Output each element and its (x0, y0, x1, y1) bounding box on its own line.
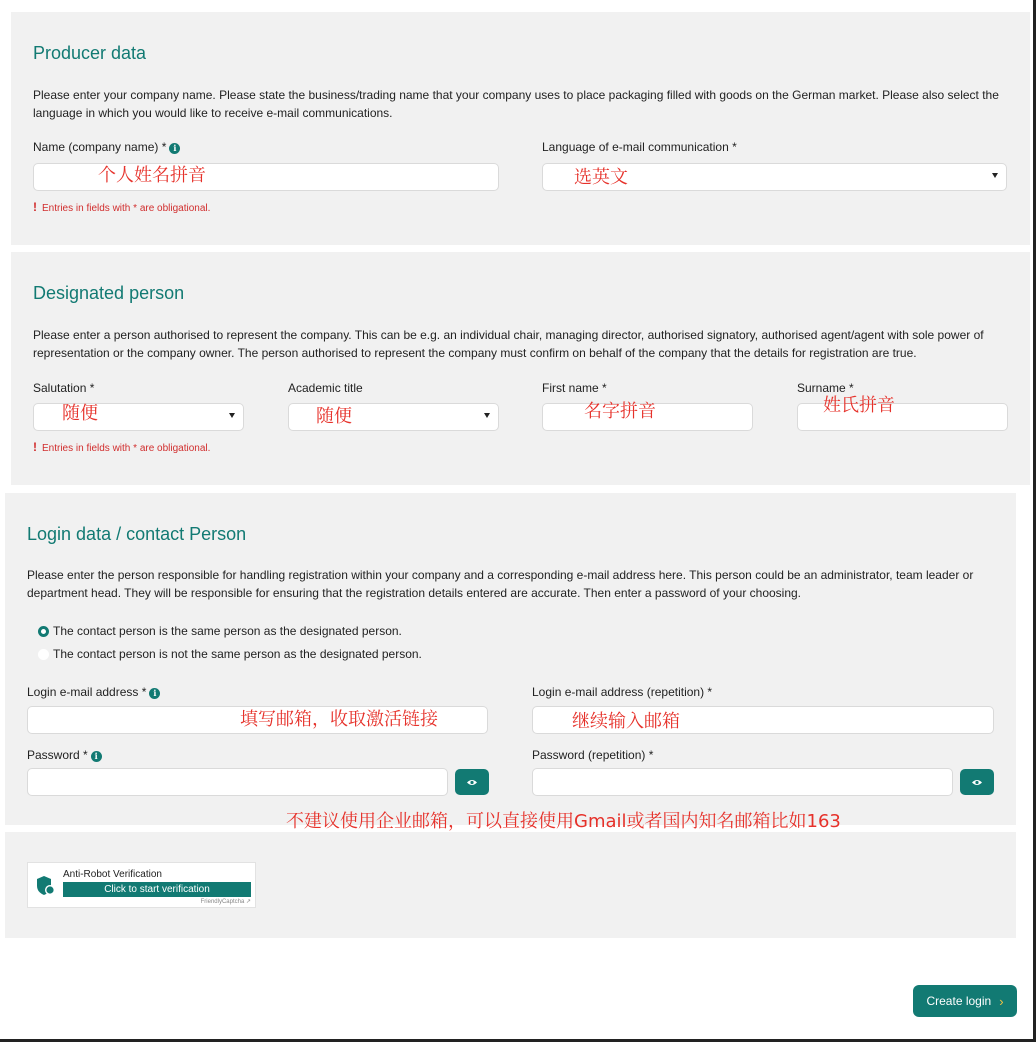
annotation-salutation: 随便 (62, 403, 98, 424)
designated-error: ! Entries in fields with * are obligational. (33, 440, 211, 454)
surname-label: Surname * (797, 381, 854, 395)
chevron-down-icon (229, 413, 235, 418)
password-repeat-input[interactable] (532, 768, 953, 796)
producer-heading: Producer data (33, 43, 147, 63)
captcha-widget (27, 862, 256, 908)
annotation-academic: 随便 (316, 406, 352, 427)
designated-section (11, 252, 1030, 485)
radio-button[interactable] (38, 649, 49, 660)
company-name-label: Name (company name) * i (33, 140, 180, 154)
annotation-email: 填写邮箱，收取激活链接 (240, 709, 438, 730)
annotation-email-advice: 不建议使用企业邮箱，可以直接使用Gmail或者国内知名邮箱比如163 (286, 811, 841, 832)
designated-description: Please enter a person authorised to represent the company. This can be e.g. an individual chair, managing director, authorised signatory, authorised agent/agent with sole power of representation or the company owner. The person authorised to represent the company must confirm on behalf of the company that the details for registration are true. (33, 328, 984, 360)
eye-icon (467, 779, 477, 786)
radio-same-person[interactable]: The contact person is the same person as the designated person. (38, 624, 402, 638)
academic-label: Academic title (288, 381, 363, 395)
show-password-button[interactable] (455, 769, 489, 795)
annotation-email-repeat: 继续输入邮箱 (572, 711, 680, 732)
login-section (5, 493, 1016, 825)
chevron-down-icon (992, 173, 998, 178)
radio-not-same-person[interactable]: The contact person is not the same person as the designated person. (38, 647, 422, 661)
start-verification-button[interactable]: Click to start verification (63, 882, 251, 897)
password-input[interactable] (27, 768, 448, 796)
show-password-repeat-button[interactable] (960, 769, 994, 795)
error-icon: ! (33, 440, 37, 454)
password-label: Password * i (27, 748, 102, 762)
annotation-surname: 姓氏拼音 (823, 395, 895, 416)
radio-button-checked[interactable] (38, 626, 49, 637)
shield-icon (36, 875, 56, 897)
info-icon[interactable]: i (149, 688, 160, 699)
annotation-company-name: 个人姓名拼音 (98, 165, 206, 186)
annotation-language: 选英文 (574, 167, 628, 188)
captcha-title: Anti-Robot Verification (63, 869, 162, 880)
producer-description: Please enter your company name. Please state the business/trading name that your company uses to place packaging filled with goods on the German market. Please also select the language in which you would like to receive e-mail communications. (33, 88, 999, 120)
login-heading: Login data / contact Person (27, 524, 247, 544)
login-description: Please enter the person responsible for handling registration within your company and a corresponding e-mail address here. This person could be an administrator, team leader or department head. They will be responsible for ensuring that the registration details entered are accurate. Then enter a password of your choosing. (27, 568, 974, 600)
salutation-label: Salutation * (33, 381, 95, 395)
create-login-button[interactable]: Create login › (913, 985, 1017, 1017)
eye-icon (972, 779, 982, 786)
chevron-right-icon: › (999, 993, 1004, 1009)
producer-error: ! Entries in fields with * are obligational. (33, 200, 211, 214)
chevron-down-icon (484, 413, 490, 418)
password-repeat-label: Password (repetition) * (532, 748, 654, 762)
info-icon[interactable]: i (91, 751, 102, 762)
email-repeat-label: Login e-mail address (repetition) * (532, 685, 713, 699)
error-icon: ! (33, 200, 37, 214)
designated-heading: Designated person (33, 283, 185, 303)
firstname-label: First name * (542, 381, 607, 395)
email-label: Login e-mail address * i (27, 685, 160, 699)
captcha-provider-link[interactable]: FriendlyCaptcha ↗ (200, 899, 251, 905)
info-icon[interactable]: i (169, 143, 180, 154)
producer-section (11, 12, 1030, 245)
annotation-firstname: 名字拼音 (584, 401, 656, 422)
language-label: Language of e-mail communication * (542, 140, 737, 154)
